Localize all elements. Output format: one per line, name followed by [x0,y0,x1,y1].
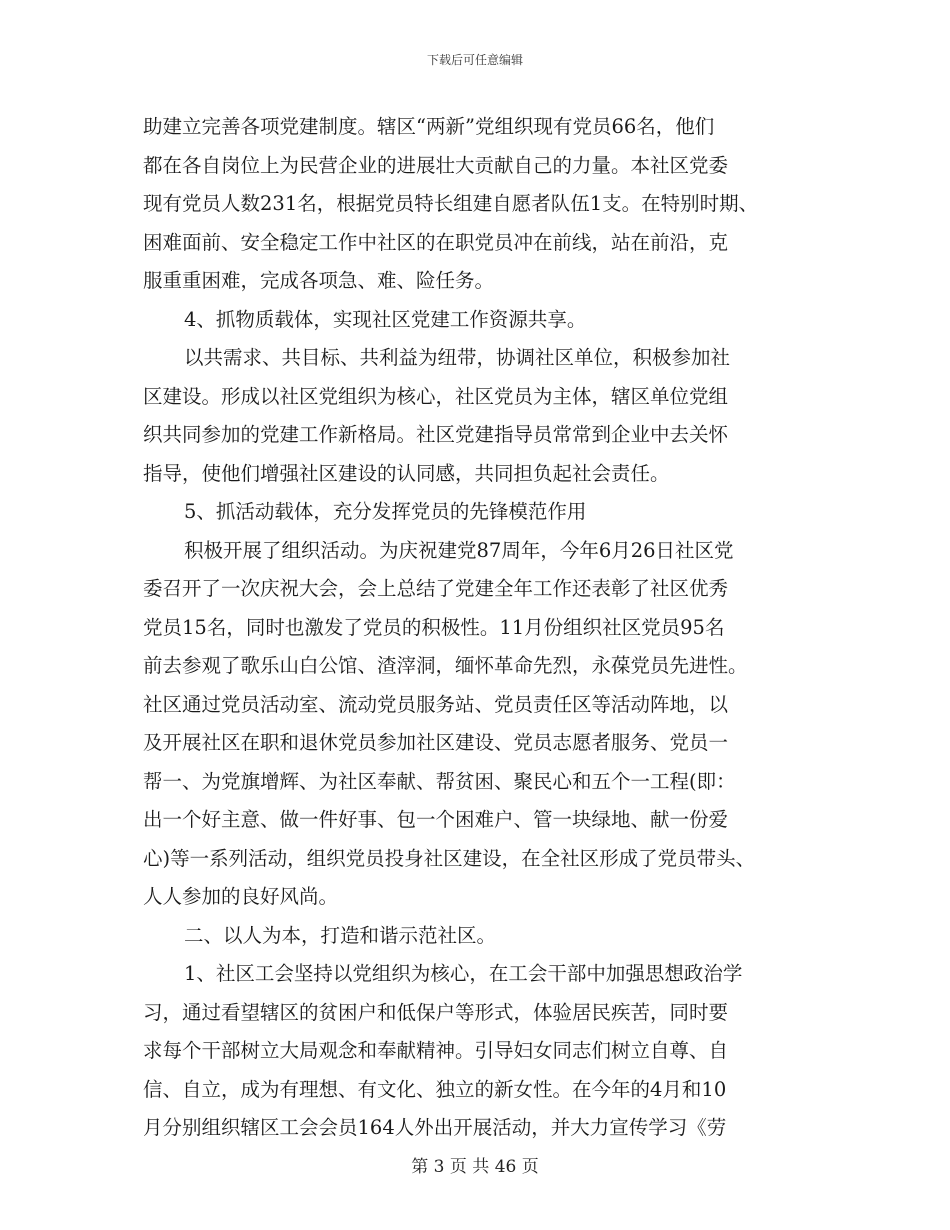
text-line: 委召开了一次庆祝大会，会上总结了党建全年工作还表彰了社区优秀 [143,577,729,600]
text-line: 指导，使他们增强社区建设的认同感，共同担负起社会责任。 [143,461,670,485]
text-line: 织共同参加的党建工作新格局。社区党建指导员常常到企业中去关怀 [143,423,729,446]
text-line: 困难面前、安全稳定工作中社区的在职党员冲在前线，站在前沿，克 [143,230,729,254]
text-line: 求每个干部树立大局观念和奉献精神。引导妇女同志们树立自尊、自 [143,1039,729,1062]
text-line: 服重重困难，完成各项急、难、险任务。 [143,269,495,292]
text-line: 1、社区工会坚持以党组织为核心，在工会干部中加强思想政治学 [184,962,743,985]
text-line: 前去参观了歌乐山白公馆、渣滓洞，缅怀革命先烈，永葆党员先进性。 [143,654,748,677]
text-line: 及开展社区在职和退休党员参加社区建设、党员志愿者服务、党员一 [143,731,729,754]
text-line: 以共需求、共目标、共利益为纽带，协调社区单位，积极参加社 [184,346,731,369]
text-line: 人人参加的良好风尚。 [143,885,339,908]
text-line: 习，通过看望辖区的贫困户和低保户等形式，体验居民疾苦，同时要 [143,1000,729,1024]
page-number-footer: 第 3 页 共 46 页 [411,1157,539,1177]
text-line: 月分别组织辖区工会会员164人外出开展活动，并大力宣传学习《劳 [143,1116,727,1139]
text-line: 党员15名，同时也激发了党员的积极性。11月份组织社区党员95名 [143,615,725,639]
text-line: 帮一、为党旗增辉、为社区奉献、帮贫困、聚民心和五个一工程(即： [143,769,736,793]
text-line: 信、自立，成为有理想、有文化、独立的新女性。在今年的4月和10 [143,1077,727,1101]
text-line: 区建设。形成以社区党组织为核心，社区党员为主体，辖区单位党组 [143,384,729,408]
section-heading: 5、抓活动载体，充分发挥党员的先锋模范作用 [184,500,587,523]
document-body [143,108,833,1148]
page-header: 下载后可任意编辑 [426,53,523,67]
text-line: 心)等一系列活动，组织党员投身社区建设，在全社区形成了党员带头、 [143,846,756,870]
text-line: 社区通过党员活动室、流动党员服务站、党员责任区等活动阵地，以 [143,692,729,716]
text-line: 出一个好主意、做一件好事、包一个困难户、管一块绿地、献一份爱 [143,808,729,831]
text-line: 现有党员人数231名，根据党员特长组建自愿者队伍1支。在特别时期、 [143,192,759,215]
text-line: 助建立完善各项党建制度。辖区“两新”党组织现有党员66名，他们 [143,115,715,138]
section-heading: 二、以人为本，打造和谐示范社区。 [184,923,497,947]
text-line: 都在各自岗位上为民营企业的进展壮大贡献自己的力量。本社区党委 [143,153,729,177]
section-heading: 4、抓物质载体，实现社区党建工作资源共享。 [184,307,587,331]
text-line: 积极开展了组织活动。为庆祝建党87周年，今年6月26日社区党 [184,538,734,562]
